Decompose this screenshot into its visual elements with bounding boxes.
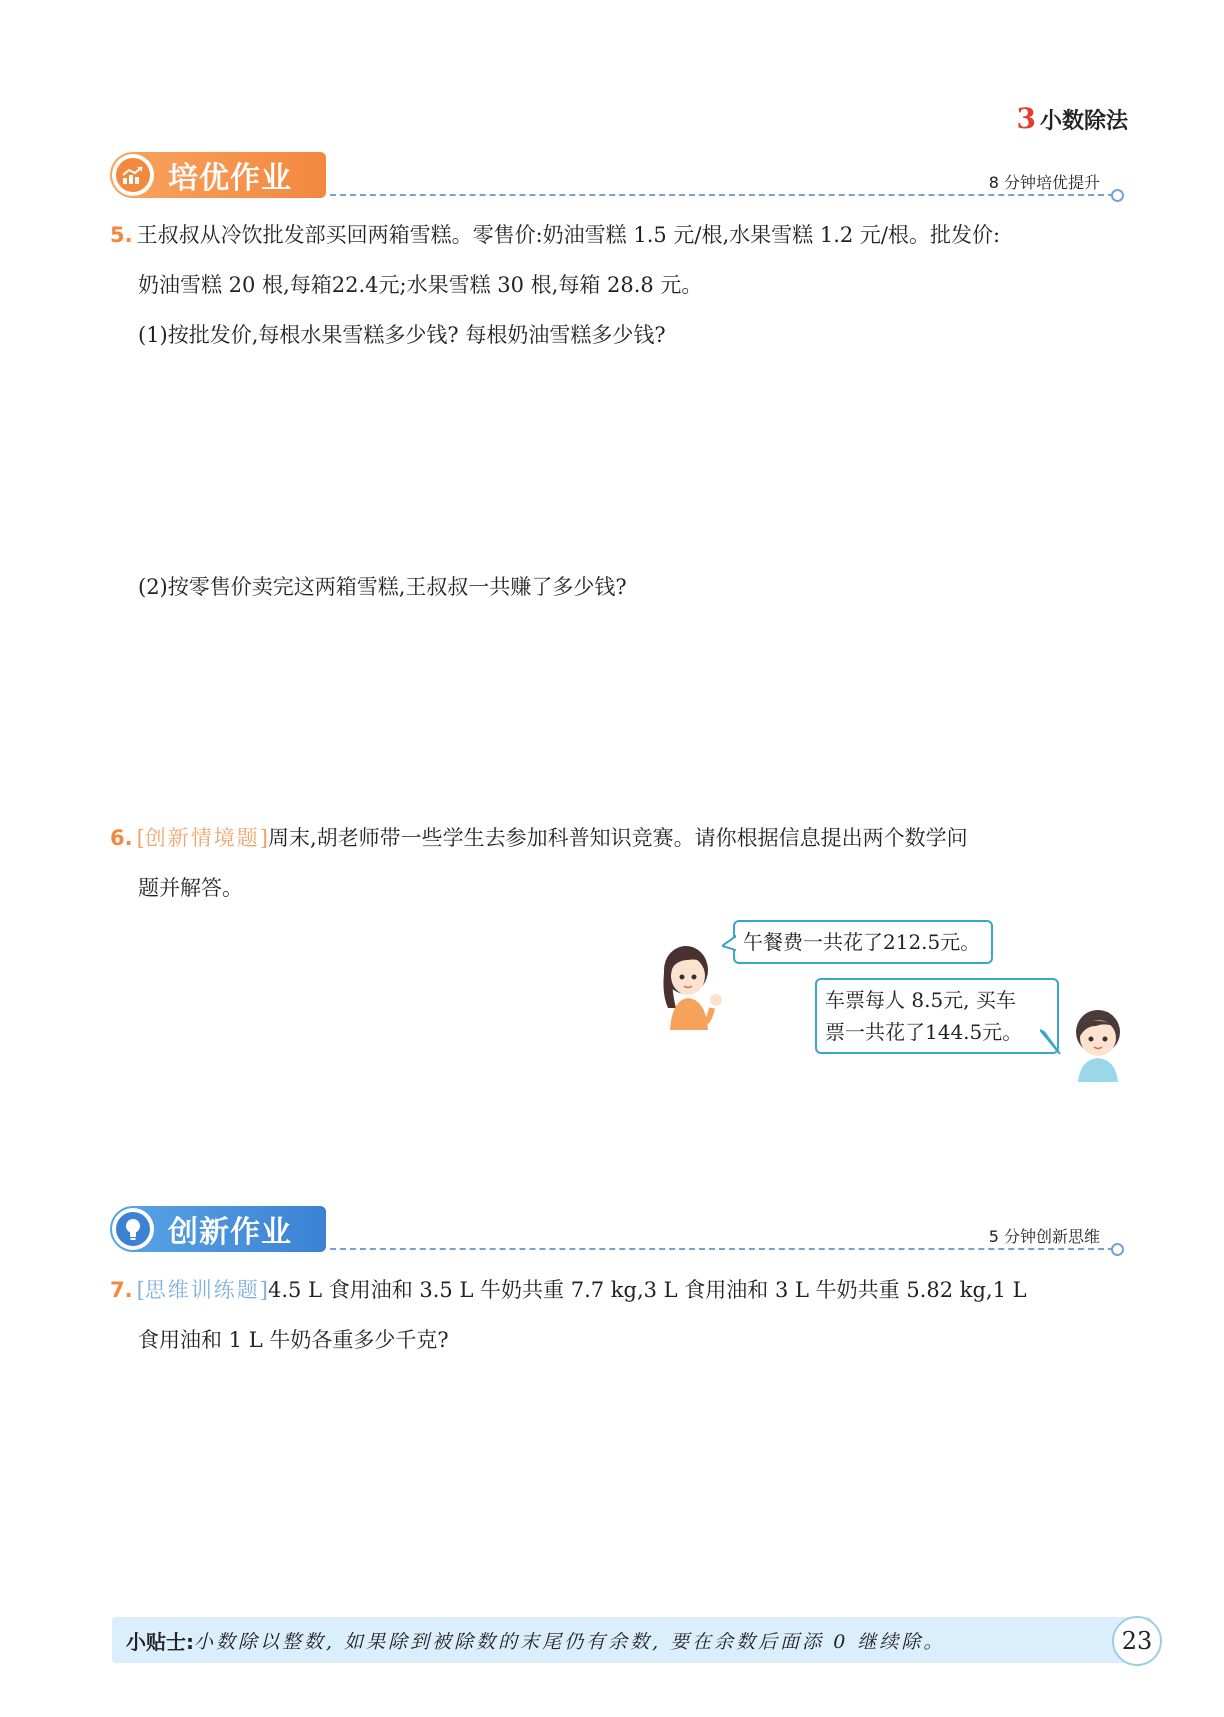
- section-title-tab: [110, 1206, 326, 1252]
- lightbulb-icon: [112, 1208, 154, 1250]
- trend-chart-icon: [112, 154, 154, 196]
- speech-bubble-ticket: [815, 978, 1059, 1054]
- divider-end-dot: [1111, 1243, 1124, 1256]
- bubble-pointer: [1040, 1028, 1062, 1056]
- question-number: 6.: [110, 826, 133, 850]
- q7-line1: [110, 1275, 1027, 1305]
- question-tag: 创新情境题: [144, 826, 260, 850]
- bubble-text: 午餐费一共花了212.5元。: [743, 930, 981, 954]
- bubble-text-line2: 票一共花了144.5元。: [825, 1020, 1023, 1044]
- q5-part2: (2)按零售价卖完这两箱雪糕,王叔叔一共赚了多少钱?: [138, 575, 627, 599]
- question-number: 5.: [110, 223, 133, 247]
- chapter-header: [1017, 102, 1129, 135]
- tip-text: 小数除以整数, 如果除到被除数的末尾仍有余数, 要在余数后面添 0 继续除。: [194, 1630, 946, 1653]
- chapter-number: 3: [1016, 102, 1036, 135]
- section-title-tab: [110, 152, 326, 198]
- tip-label: 小贴士:: [126, 1629, 194, 1654]
- q7-line2: 食用油和 1 L 牛奶各重多少千克?: [138, 1328, 449, 1352]
- question-text: 王叔叔从冷饮批发部买回两箱雪糕。零售价:奶油雪糕 1.5 元/根,水果雪糕 1.2 元/根。批发价:: [136, 223, 1001, 247]
- tag-bracket-open: [: [136, 826, 145, 850]
- q5-line1: [110, 220, 1000, 250]
- tag-bracket-close: ]: [259, 1278, 268, 1302]
- section-subtitle: 8 分钟培优提升: [988, 173, 1100, 192]
- q6-line2: 题并解答。: [138, 876, 243, 900]
- q6-line1: [110, 823, 968, 853]
- dashed-divider: [330, 194, 1114, 196]
- divider-end-dot: [1111, 189, 1124, 202]
- q5-line2: 奶油雪糕 20 根,每箱22.4元;水果雪糕 30 根,每箱 28.8 元。: [138, 273, 703, 297]
- question-number: 7.: [110, 1278, 133, 1302]
- page-number: 23: [1112, 1616, 1162, 1666]
- speech-bubble-lunch: [733, 920, 993, 964]
- boy-illustration: [1062, 1002, 1134, 1082]
- question-tag: 思维训练题: [144, 1278, 260, 1302]
- section-subtitle: 5 分钟创新思维: [988, 1227, 1100, 1246]
- section-title: 培优作业: [168, 161, 292, 196]
- question-text: 周末,胡老师带一些学生去参加科普知识竞赛。请你根据信息提出两个数学问: [268, 826, 968, 850]
- section-banner-chuangxin: [110, 1206, 1130, 1256]
- dashed-divider: [330, 1248, 1114, 1250]
- section-banner-peiyou: [110, 152, 1130, 202]
- section-title: 创新作业: [168, 1215, 292, 1250]
- tag-bracket-close: ]: [259, 826, 268, 850]
- tip-bar: [112, 1617, 1152, 1663]
- bubble-pointer: [722, 934, 736, 954]
- chapter-title: 小数除法: [1039, 108, 1128, 134]
- question-text: 4.5 L 食用油和 3.5 L 牛奶共重 7.7 kg,3 L 食用油和 3 L 牛奶共重 5.82 kg,1 L: [268, 1278, 1027, 1302]
- tag-bracket-open: [: [136, 1278, 145, 1302]
- girl-illustration: [650, 930, 730, 1030]
- bubble-text-line1: 车票每人 8.5元, 买车: [825, 988, 1016, 1012]
- q5-part1: (1)按批发价,每根水果雪糕多少钱? 每根奶油雪糕多少钱?: [138, 323, 666, 347]
